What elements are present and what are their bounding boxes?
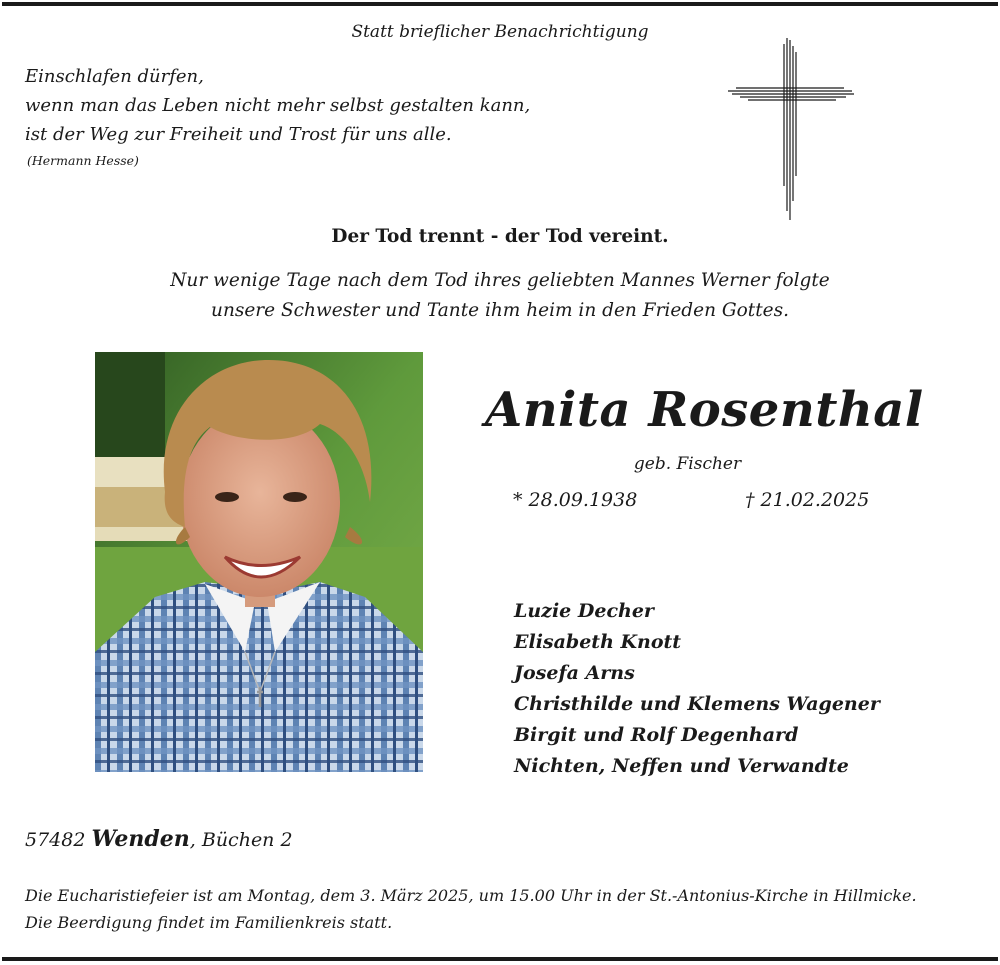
poem-line: wenn man das Leben nicht mehr selbst gestalten kann, <box>25 95 531 116</box>
poem <box>25 62 530 149</box>
motto: Der Tod trennt - der Tod vereint. <box>331 226 669 247</box>
mourner: Elisabeth Knott <box>514 631 682 653</box>
poem-line: Einschlafen dürfen, <box>25 66 204 87</box>
poem-line: ist der Weg zur Freiheit und Trost für uns alle. <box>25 124 452 145</box>
intro-text <box>0 266 1000 326</box>
header-note: Statt brieflicher Benachrichtigung <box>351 22 649 42</box>
address-zip: 57482 <box>25 829 86 851</box>
birth-date: * 28.09.1938 <box>513 489 638 511</box>
address-city: Wenden <box>91 826 190 852</box>
portrait-photo <box>95 352 423 772</box>
mourner: Josefa Arns <box>514 662 635 684</box>
death-date: † 21.02.2025 <box>745 489 870 511</box>
address-street: , Büchen 2 <box>189 829 293 851</box>
intro-line: Nur wenige Tage nach dem Tod ihres geliebten Mannes Werner folgte <box>170 270 830 291</box>
mourner: Christhilde und Klemens Wagener <box>514 693 880 715</box>
deceased-name: Anita Rosenthal <box>485 382 924 438</box>
intro-line: unsere Schwester und Tante ihm heim in den Frieden Gottes. <box>211 300 789 321</box>
mourner: Nichten, Neffen und Verwandte <box>514 755 849 777</box>
poem-author: (Hermann Hesse) <box>27 153 139 168</box>
mourners-list <box>514 596 880 782</box>
cross-icon <box>726 36 856 221</box>
service-line: Die Eucharistiefeier ist am Montag, dem 3. März 2025, um 15.00 Uhr in der St.-Antonius-Kirche in Hillmicke. <box>25 886 917 905</box>
address <box>25 826 293 852</box>
maiden-name: geb. Fischer <box>633 454 742 474</box>
mourner: Birgit und Rolf Degenhard <box>514 724 799 746</box>
service-line: Die Beerdigung findet im Familienkreis statt. <box>25 913 393 932</box>
mourner: Luzie Decher <box>514 600 654 622</box>
service-info <box>25 882 980 936</box>
